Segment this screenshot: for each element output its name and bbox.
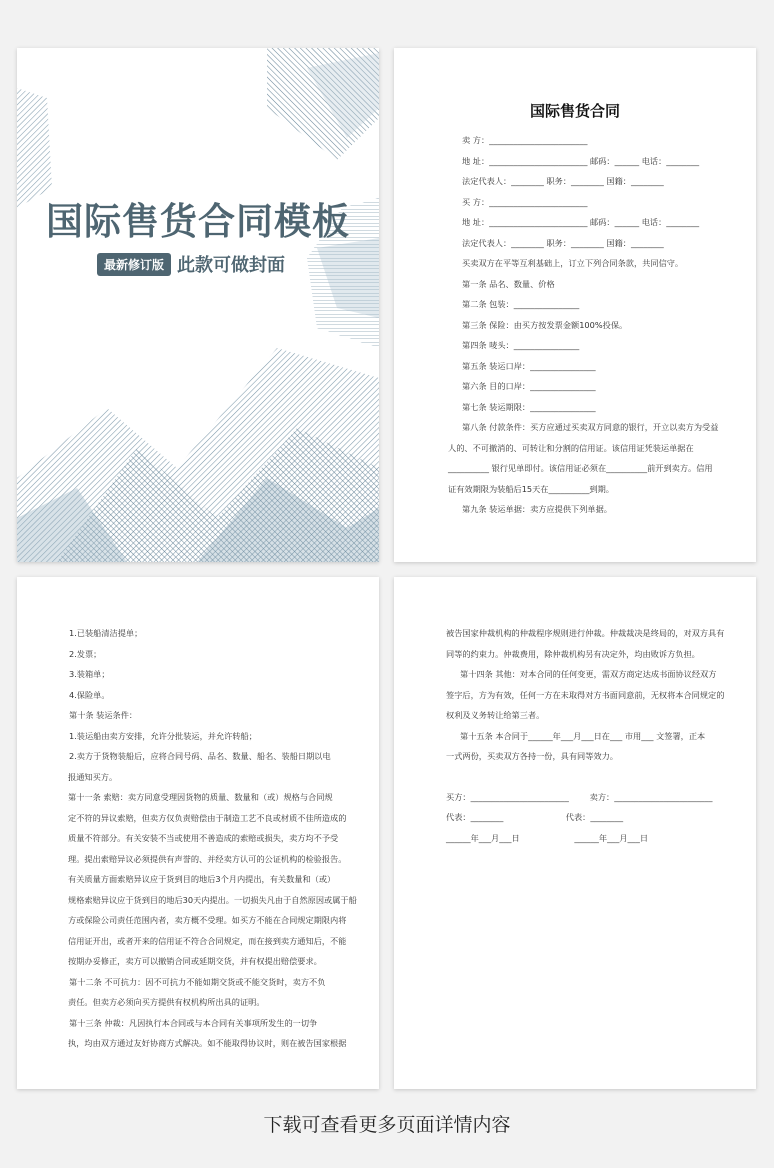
contract-page-2-line: 4.保险单。 xyxy=(69,689,110,700)
contract-page-1-line: 第六条 目的口岸：________________ xyxy=(462,381,596,391)
contract-page-3-line: 签字后，方为有效，任何一方在未取得对方书面同意前，无权将本合同规定的 xyxy=(446,689,725,700)
cover-note: 此款可做封面 xyxy=(177,255,286,276)
cover-title: 国际售货合同模板 xyxy=(46,200,350,243)
contract-page-2-line: 第十二条 不可抗力：因不可抗力不能如期交货或不能交货时，卖方不负 xyxy=(69,976,326,987)
cover-page xyxy=(17,48,379,562)
contract-page-2-text xyxy=(69,623,357,1054)
contract-page-1-line: 法定代表人：________ 职务：________ 国籍：________ xyxy=(462,176,664,186)
contract-page-3-line: 第十四条 其他：对本合同的任何变更，需双方商定达成书面协议经双方 xyxy=(460,669,717,679)
signature-line: ______年___月___日 ______年___月___日 xyxy=(446,832,649,843)
contract-page-2-line: 定不符的异议索赔，但卖方仅负责赔偿由于制造工艺不良或材质不佳所造成的 xyxy=(68,812,347,823)
contract-page-2-line: 责任。但卖方必须向买方提供有权机构所出具的证明。 xyxy=(68,997,265,1007)
signature-line: 买方：________________________ 卖方：________________________ xyxy=(446,791,713,802)
contract-page-1-line: 第九条 装运单据：卖方应提供下列单据。 xyxy=(462,504,612,514)
contract-page-2 xyxy=(17,577,379,1089)
contract-page-2-line: 报通知买方。 xyxy=(68,771,118,782)
contract-page-1-line: 第一条 品名、数量、价格 xyxy=(462,278,555,289)
contract-page-1-line: 证有效期限为装船后15天在__________到期。 xyxy=(448,483,614,494)
contract-page-3-line: 第十五条 本合同于______年___月___日在___ 市用___ 文签署，正本 xyxy=(460,730,706,741)
contract-page-2-line: 2.卖方于货物装船后，应将合同号码、品名、数量、船名、装船日期以电 xyxy=(69,751,331,761)
contract-page-3 xyxy=(394,577,756,1089)
contract-page-1-line: __________ 银行见单即付。该信用证必须在__________前开到卖方。信用 xyxy=(448,463,713,473)
contract-page-1-line: 买 方：________________________ xyxy=(462,196,588,207)
contract-page-1 xyxy=(394,48,756,562)
contract-page-2-line: 按期办妥修正，卖方可以撤销合同或延期交货，并有权提出赔偿要求。 xyxy=(68,956,322,966)
contract-page-1-text xyxy=(448,130,719,520)
contract-page-2-line: 有关质量方面索赔异议应于货到目的地后3个月内提出，有关数量和（或） xyxy=(68,874,336,884)
contract-page-1-line: 第三条 保险：由买方按发票金额100%投保。 xyxy=(462,319,628,330)
contract-page-2-line: 第十三条 仲裁：凡因执行本合同或与本合同有关事项所发生的一切争 xyxy=(69,1017,318,1028)
cover-subtitle xyxy=(97,251,285,277)
contract-page-1-line: 第五条 装运口岸：________________ xyxy=(462,360,596,371)
contract-page-1-line: 买卖双方在平等互利基础上，订立下列合同条款，共同信守。 xyxy=(462,258,684,268)
contract-page-2-line: 理。提出索赔异议必须提供有声誉的、并经卖方认可的公证机构的检验报告。 xyxy=(68,853,347,864)
contract-page-1-line: 第七条 装运期限：________________ xyxy=(462,401,596,412)
cover-geometric-pattern xyxy=(17,48,379,562)
contract-page-2-line: 第十一条 索赔：卖方同意受理因货物的质量、数量和（或）规格与合同规 xyxy=(68,792,333,802)
contract-page-2-line: 方或保险公司责任范围内者，卖方概不受理。如买方不能在合同规定期限内将 xyxy=(68,915,347,925)
contract-page-3-line: 被告国家仲裁机构的仲裁程序规则进行仲裁。仲裁裁决是终局的，对双方具有 xyxy=(446,628,725,638)
contract-page-2-line: 质量不符部分。有关安装不当或使用不善造成的索赔或损失，卖方均不予受 xyxy=(68,833,339,843)
contract-page-3-line: 一式两份，买卖双方各持一份，具有同等效力。 xyxy=(446,751,618,761)
contract-page-1-line: 人的、不可撤消的、可转让和分割的信用证。该信用证凭装运单据在 xyxy=(448,442,694,453)
contract-page-2-line: 3.装箱单； xyxy=(69,669,110,679)
contract-page-1-line: 法定代表人：________ 职务：________ 国籍：________ xyxy=(462,237,664,248)
footer-message: 下载可查看更多页面详情内容 xyxy=(263,1114,511,1136)
contract-title: 国际售货合同 xyxy=(529,102,620,120)
contract-page-2-line: 1.已装船清洁提单； xyxy=(69,628,143,638)
signature-line: 代表：________ 代表：________ xyxy=(446,812,624,822)
contract-page-3-text xyxy=(446,623,724,848)
spacer xyxy=(446,767,724,787)
contract-page-1-line: 地 址：________________________ 邮码：______ 电话：________ xyxy=(462,217,700,227)
contract-page-1-line: 第八条 付款条件：买方应通过买卖双方同意的银行，开立以卖方为受益 xyxy=(462,422,719,432)
contract-page-1-line: 卖 方：________________________ xyxy=(462,135,588,145)
contract-page-3-line: 权利及义务转让给第三者。 xyxy=(446,710,545,720)
contract-page-2-line: 1.装运船由卖方安排，允许分批装运，并允许转船； xyxy=(69,730,257,741)
revision-badge: 最新修订版 xyxy=(97,253,171,276)
contract-page-2-line: 第十条 装运条件： xyxy=(69,710,138,720)
contract-page-2-line: 2.发票； xyxy=(69,648,102,659)
contract-page-2-line: 执，均由双方通过友好协商方式解决。如不能取得协议时，则在被告国家根据 xyxy=(68,1038,347,1048)
contract-page-1-line: 第四条 唛头：________________ xyxy=(462,340,580,350)
contract-page-2-line: 信用证开出，或者开来的信用证不符合合同规定，而在接到卖方通知后，不能 xyxy=(68,935,347,946)
contract-page-3-line: 同等的约束力。仲裁费用，除仲裁机构另有决定外，均由败诉方负担。 xyxy=(446,648,700,659)
contract-page-1-line: 第二条 包装：________________ xyxy=(462,299,580,309)
contract-page-2-line: 规格索赔异议应于货到目的地后30天内提出。一切损失凡由于自然原因或属于船 xyxy=(68,894,357,905)
contract-page-1-line: 地 址：________________________ 邮码：______ 电话：________ xyxy=(462,155,700,166)
